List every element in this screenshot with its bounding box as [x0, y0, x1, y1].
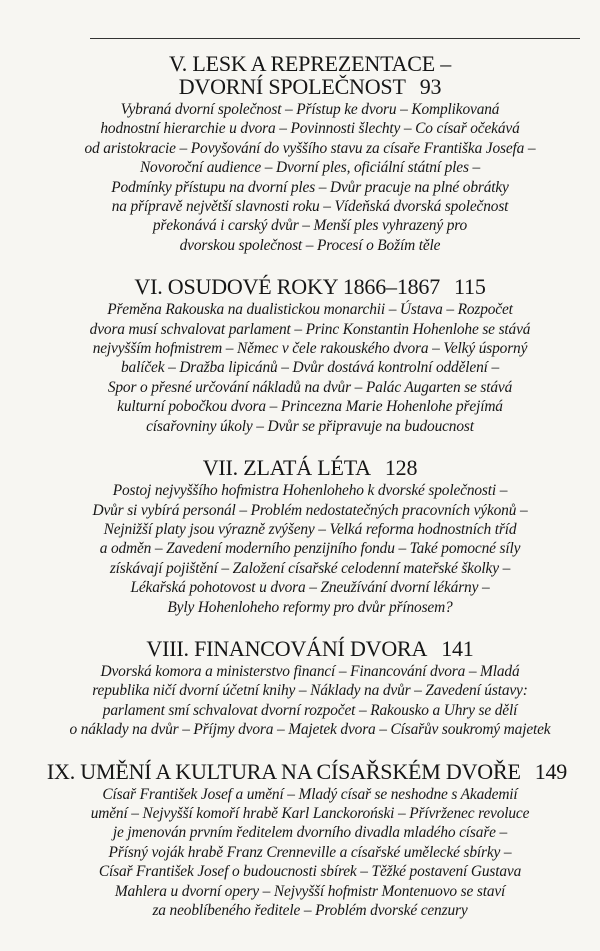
summary-line: dvorskou společnost – Procesí o Božím těle [179, 236, 441, 254]
summary-line: Lékařská pohotovost u dvora – Zneužívání dvorní lékárny – [130, 579, 490, 597]
summary-line: Přísný voják hrabě Franz Crenneville a císařské umělecké sbírky – [108, 843, 512, 861]
section-page-number: 141 [441, 635, 474, 661]
summary-line: překonává i carský dvůr – Menší ples vyhrazený pro [152, 217, 468, 235]
summary-line: a odměn – Zavedení moderního penzijního fondu – Také pomocné síly [99, 540, 521, 558]
section-title [34, 760, 580, 783]
toc-section-7 [40, 456, 580, 617]
summary-line: dvora musí schvalovat parlament – Princ Konstantin Hohenlohe se stává [89, 320, 531, 338]
summary-line: kulturní pobočkou dvora – Princezna Marie Hohenlohe přejímá [117, 398, 503, 416]
summary-line: Podmínky přístupu na dvorní ples – Dvůr pracuje na plné obrátky [111, 178, 509, 196]
summary-line: Mahlera u dvorní opery – Nejvyšší hofmistr Montenuovo se staví [114, 882, 506, 900]
summary-line: hodnostní hierarchie u dvora – Povinnosti šlechty – Co císař očekává [100, 120, 520, 138]
summary-line: republika ničí dvorní účetní knihy – Náklady na dvůr – Zavedení ústavy: [92, 682, 528, 700]
section-title-line: VI. OSUDOVÉ ROKY 1866–1867 [134, 274, 441, 300]
summary-line: Spor o přesné určování nákladů na dvůr – Palác Augarten se stává [107, 378, 513, 396]
summary-line: císařovniny úkoly – Dvůr se připravuje na budoucnost [146, 417, 474, 435]
summary-line: Císař František Josef a umění – Mladý císař se neshodne s Akademií [102, 785, 518, 803]
summary-line: Přeměna Rakouska na dualistickou monarchii – Ústava – Rozpočet [107, 301, 513, 319]
summary-line: za neoblíbeného ředitele – Problém dvorské cenzury [152, 902, 468, 919]
section-title-line: V. LESK A REPREZENTACE – [168, 51, 452, 76]
section-title-line: DVORNÍ SPOLEČNOST [178, 74, 406, 99]
summary-line: o náklady na dvůr – Příjmy dvora – Majetek dvora – Císařův soukromý majetek [69, 721, 551, 739]
section-page-number: 115 [454, 274, 486, 300]
summary-line: získávají pojištění – Založení císařské celodenní mateřské školky – [109, 559, 511, 577]
summary-line: Nejnižší platy jsou výrazně zvýšeny – Velká reforma hodnostních tříd [103, 520, 517, 538]
section-page-number: 93 [419, 74, 442, 99]
toc-section-9 [40, 760, 580, 921]
summary-line: parlament smí schvalovat dvorní rozpočet – Rakousko a Uhry se dělí [102, 701, 518, 719]
section-page-number: 149 [534, 758, 568, 784]
summary-line: Dvůr si vybírá personál – Problém nedostatečných pracovních výkonů – [92, 501, 528, 519]
table-of-contents [40, 52, 580, 920]
section-title [40, 637, 580, 660]
summary-line: od aristokracie – Povyšování do vyššího stavu za císaře Františka Josefa – [84, 139, 536, 157]
section-title-line: IX. UMĚNÍ A KULTURA NA CÍSAŘSKÉM DVOŘE [46, 758, 521, 784]
section-title-line: VIII. FINANCOVÁNÍ DVORA [146, 635, 428, 661]
section-title [40, 52, 580, 98]
toc-section-5 [40, 52, 580, 255]
section-title [40, 456, 580, 479]
summary-line: na přípravě největší slavnosti roku – Vídeňská dvorská společnost [111, 198, 509, 216]
summary-line: nejvyšším hofmistrem – Němec v čele rakouského dvora – Velký úsporný [92, 340, 528, 358]
summary-line: Byly Hohenloheho reformy pro dvůr přínosem? [167, 598, 453, 616]
section-page-number: 128 [384, 455, 418, 481]
summary-line: je jmenován prvním ředitelem dvorního divadla mladého císaře – [112, 824, 508, 842]
toc-section-6 [40, 275, 580, 436]
summary-line: Vybraná dvorní společnost – Přístup ke dvoru – Komplikovaná [120, 101, 500, 118]
section-title-line: VII. ZLATÁ LÉTA [202, 455, 371, 481]
summary-line: umění – Nejvyšší komoří hrabě Karl Lanckoroński – Přívrženec revoluce [90, 804, 530, 822]
section-summary [40, 300, 580, 436]
summary-line: Císař František Josef o budoucnosti sbírek – Těžké postavení Gustava [98, 863, 522, 881]
summary-line: balíček – Dražba lipicánů – Dvůr dostává kontrolní oddělení – [121, 359, 499, 377]
summary-line: Postoj nejvyššího hofmistra Hohenloheho k dvorské společnosti – [112, 482, 508, 500]
section-summary [40, 100, 580, 255]
summary-line: Dvorská komora a ministerstvo financí – Financování dvora – Mladá [100, 662, 520, 680]
summary-line: Novoroční audience – Dvorní ples, oficiální státní ples – [139, 159, 481, 177]
section-summary [40, 481, 580, 617]
top-rule [90, 38, 580, 39]
section-summary [40, 662, 580, 740]
toc-section-8 [40, 637, 580, 740]
section-summary [40, 785, 580, 921]
section-title [40, 275, 580, 298]
